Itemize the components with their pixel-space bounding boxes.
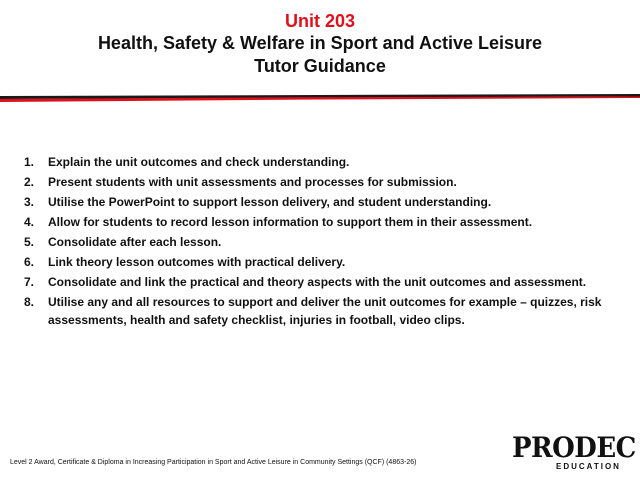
list-item xyxy=(24,232,620,252)
list-item xyxy=(24,252,620,272)
list-item-number: 8. xyxy=(24,295,35,309)
list-item-text: Consolidate and link the practical and theory aspects with the unit outcomes and assessment. xyxy=(48,275,587,289)
list-item-number: 1. xyxy=(24,155,35,169)
logo-tagline: EDUCATION xyxy=(556,462,621,471)
header-divider xyxy=(0,90,640,106)
logo-wordmark: PRODEC xyxy=(512,432,636,465)
prodec-logo xyxy=(512,432,636,472)
unit-title: Unit 203 xyxy=(284,11,356,31)
list-item-text: Consolidate after each lesson. xyxy=(48,235,222,249)
list-item-text: Utilise any and all resources to support and deliver the unit outcomes for example – quizzes, risk assessments, health and safety checklist, injuries in football, video clips. xyxy=(48,295,602,327)
page-title: Health, Safety & Welfare in Sport and Active Leisure xyxy=(97,33,543,53)
list-item xyxy=(24,272,620,292)
list-item-number: 4. xyxy=(24,215,35,229)
list-item xyxy=(24,212,620,232)
list-item xyxy=(24,172,620,192)
list-item xyxy=(24,192,620,212)
list-item-number: 2. xyxy=(24,175,35,189)
footer-qualification: Level 2 Award, Certificate & Diploma in Increasing Participation in Sport and Active Leisure in Community Settings (QCF) (4863-26) xyxy=(10,459,417,466)
list-item-text: Allow for students to record lesson information to support them in their assessment. xyxy=(48,215,533,229)
list-item-text: Utilise the PowerPoint to support lesson delivery, and student understanding. xyxy=(48,195,492,209)
list-item-number: 5. xyxy=(24,235,35,249)
list-item xyxy=(24,292,620,329)
list-item-number: 6. xyxy=(24,255,35,269)
list-item-text: Present students with unit assessments and processes for submission. xyxy=(48,175,457,189)
list-item-number: 3. xyxy=(24,195,35,209)
list-item xyxy=(24,152,620,172)
list-item-number: 7. xyxy=(24,275,35,289)
page-subtitle: Tutor Guidance xyxy=(254,56,386,76)
guidance-list xyxy=(24,152,620,329)
list-item-text: Explain the unit outcomes and check understanding. xyxy=(48,155,350,169)
slide-header xyxy=(0,10,640,78)
divider-graphic xyxy=(0,90,640,106)
list-item-text: Link theory lesson outcomes with practical delivery. xyxy=(48,255,346,269)
